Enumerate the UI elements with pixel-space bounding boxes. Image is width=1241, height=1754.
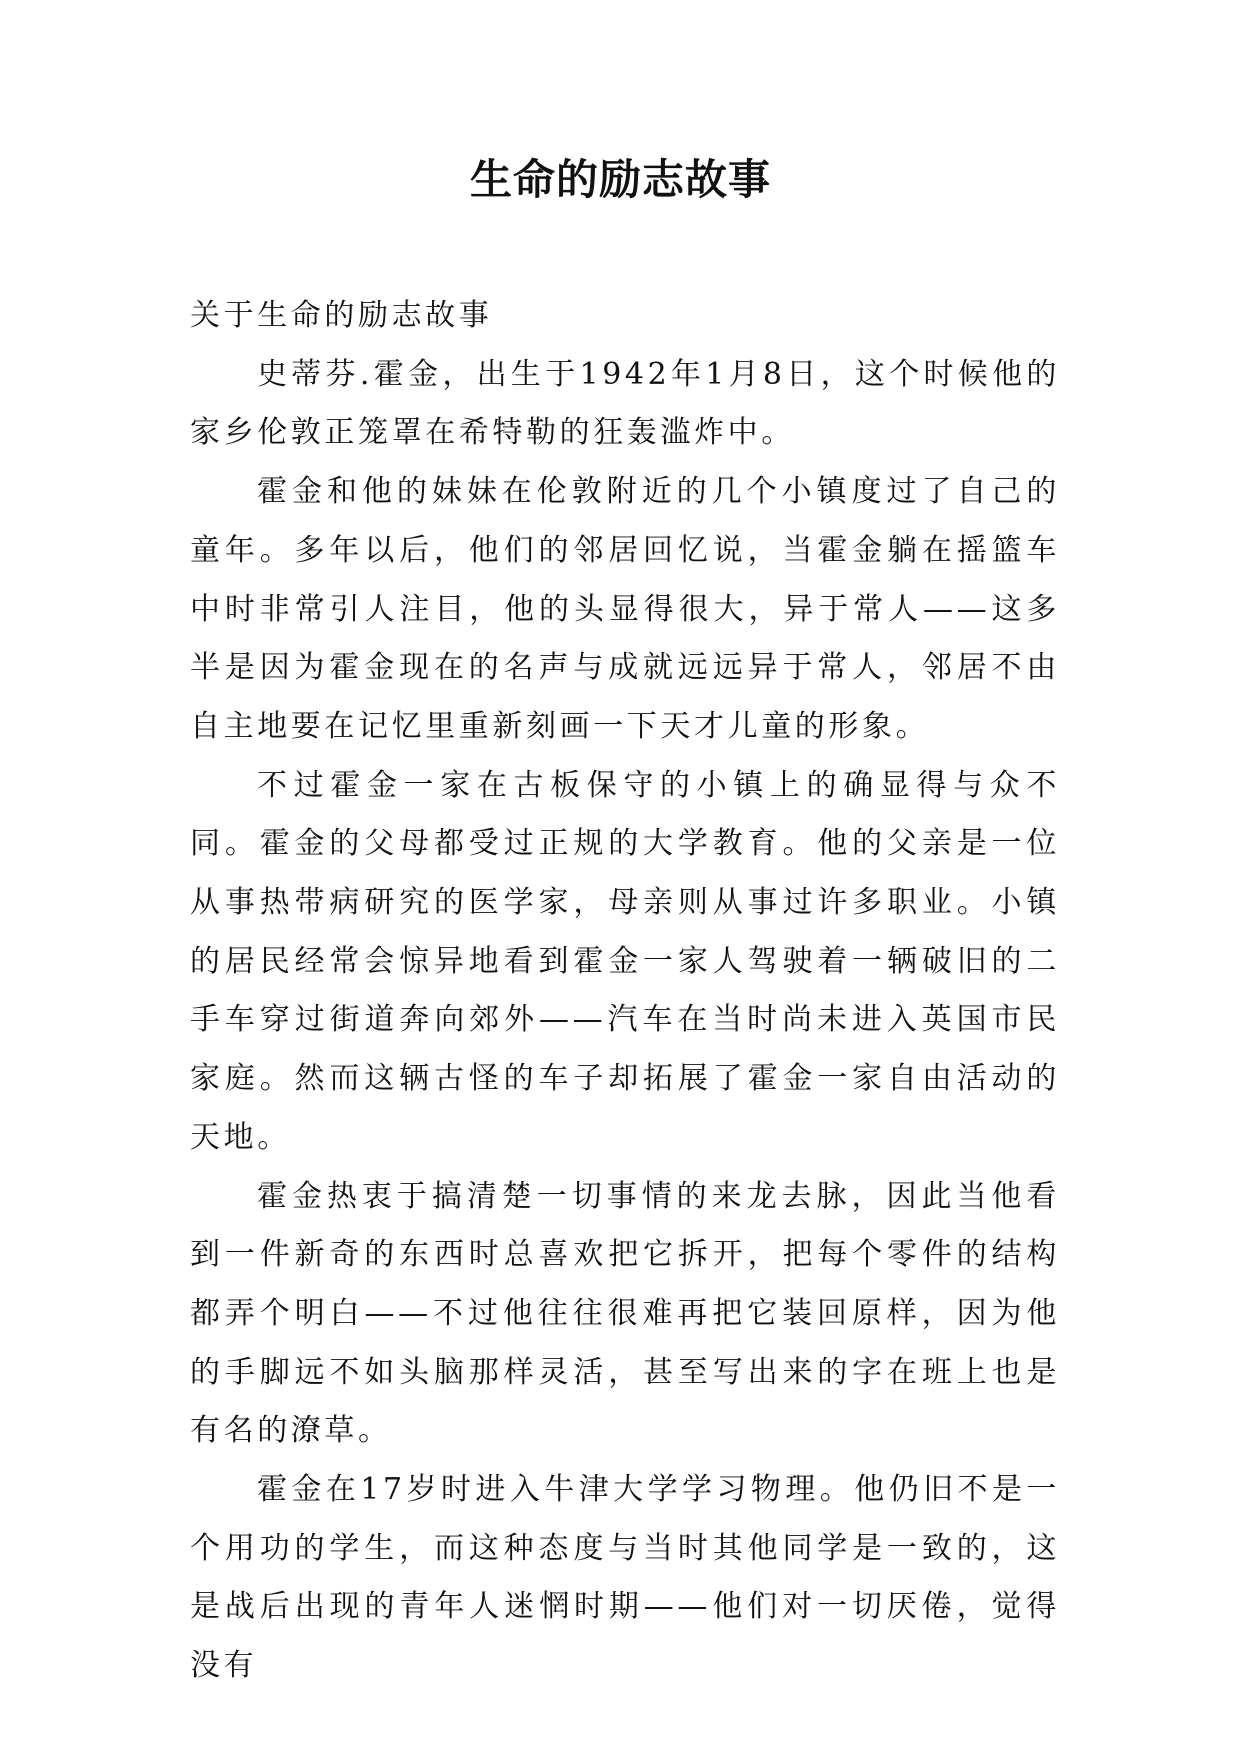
paragraph-childhood: 霍金和他的妹妹在伦敦附近的几个小镇度过了自己的童年。多年以后，他们的邻居回忆说，当霍金躺在摇篮车中时非常引人注目，他的头显得很大，异于常人——这多半是因为霍金现在的名声与成就远远异于常人，邻居不由自主地要在记忆里重新刻画一下天才儿童的形象。 <box>190 474 1060 744</box>
paragraph-oxford: 霍金在17岁时进入牛津大学学习物理。他仍旧不是一个用功的学生，而这种态度与当时其他同学是一致的，这是战后出现的青年人迷惘时期——他们对一切厌倦，觉得没有 <box>190 1472 1060 1684</box>
paragraph-family: 不过霍金一家在古板保守的小镇上的确显得与众不同。霍金的父母都受过正规的大学教育。他的父亲是一位从事热带病研究的医学家，母亲则从事过许多职业。小镇的居民经常会惊异地看到霍金一家人驾驶着一辆破旧的二手车穿过街道奔向郊外——汽车在当时尚未进入英国市民家庭。然而这辆古怪的车子却拓展了霍金一家自由活动的天地。 <box>190 767 1060 1155</box>
paragraph-birth: 史蒂芬.霍金，出生于1942年1月8日，这个时候他的家乡伦敦正笼罩在希特勒的狂轰滥炸中。 <box>190 356 1060 451</box>
intro-line: 关于生命的励志故事 <box>190 298 493 333</box>
paragraph-curiosity: 霍金热衷于搞清楚一切事情的来龙去脉，因此当他看到一件新奇的东西时总喜欢把它拆开，把每个零件的结构都弄个明白——不过他往往很难再把它装回原样，因为他的手脚远不如头脑那样灵活，甚至写出来的字在班上也是有名的潦草。 <box>190 1178 1060 1449</box>
document-title: 生命的励志故事 <box>469 155 771 204</box>
document-body <box>190 287 1060 1696</box>
